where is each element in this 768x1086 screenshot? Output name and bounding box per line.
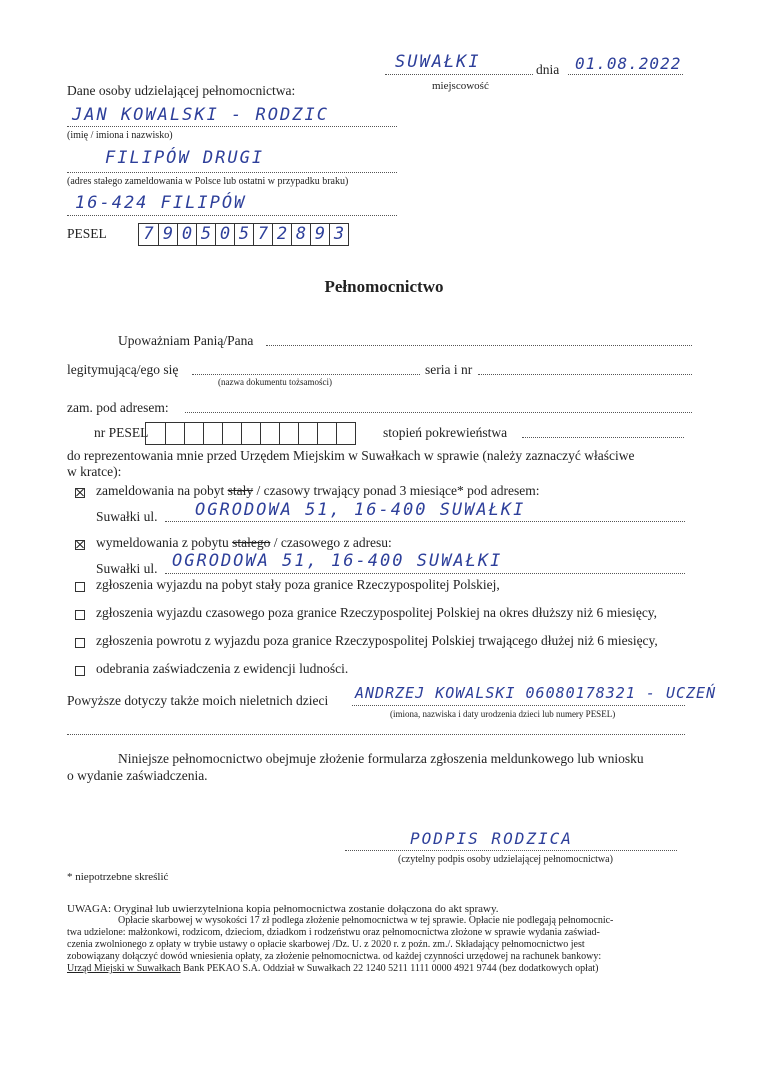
pesel-label-body: nr PESEL — [94, 425, 149, 440]
deregistration-dots — [165, 573, 685, 574]
pesel-digit: 9 — [158, 224, 177, 245]
address-label: (adres stałego zameldowania w Polsce lub ostatni w przypadku braku) — [67, 176, 349, 187]
id-doc-label: legitymującą/ego się — [67, 362, 179, 377]
scope-line2: o wydanie zaświadczenia. — [67, 768, 208, 783]
pesel-empty-boxes[interactable] — [145, 422, 356, 445]
date-value[interactable]: 01.08.2022 — [575, 54, 682, 73]
authorize-field[interactable] — [266, 345, 692, 346]
option-deregistration — [96, 535, 392, 551]
pesel-digit: 8 — [291, 224, 310, 245]
notice-line6 — [67, 963, 599, 974]
notice-line2: Opłacie skarbowej w wysokości 17 zł podlega złożenie pełnomocnictwa w tej sprawie. Opłacie nie podlegają pełnomocnic- — [118, 915, 614, 926]
opt1-strike: stały — [227, 483, 254, 498]
children-dots — [352, 705, 685, 706]
pesel-digit: 5 — [234, 224, 253, 245]
document-title: Pełnomocnictwo — [324, 277, 444, 296]
address-line2[interactable]: 16-424 FILIPÓW — [75, 193, 247, 213]
option-departure-temporary: zgłoszenia wyjazdu czasowego poza granice Rzeczypospolitej Polskiej na okres dłuższy niż 6 miesięcy, — [96, 605, 658, 620]
option-certificate: odebrania zaświadczenia z ewidencji ludności. — [96, 661, 349, 676]
pesel-digit: 7 — [253, 224, 272, 245]
pesel-boxes[interactable] — [138, 223, 349, 246]
pesel-digit: 0 — [215, 224, 234, 245]
notice-line4: czenia zwolnionego z opłaty w trybie ustawy o opłacie skarbowej /Dz. U. z 2020 r. z poźn. zm./. Składający pełnomocnictwo jest — [67, 939, 585, 950]
pesel-digit: 7 — [143, 224, 154, 244]
pesel-cell — [184, 423, 203, 444]
footnote: * niepotrzebne skreślić — [67, 871, 169, 883]
date-prefix: dnia — [536, 62, 560, 77]
pesel-cell — [222, 423, 241, 444]
street-label-2: Suwałki ul. — [96, 561, 158, 576]
children-extra-line[interactable] — [67, 734, 685, 735]
registration-address[interactable]: OGRODOWA 51, 16-400 SUWAŁKI — [195, 500, 526, 520]
street-label-1: Suwałki ul. — [96, 509, 158, 524]
pesel-digit: 9 — [310, 224, 329, 245]
series-field[interactable] — [478, 374, 692, 375]
represent-line1: do reprezentowania mnie przed Urzędem Miejskim w Suwałkach w sprawie (należy zaznaczyć właściwe — [67, 448, 635, 463]
opt1-a: zameldowania na pobyt — [96, 483, 228, 498]
principal-name[interactable]: JAN KOWALSKI - RODZIC — [72, 105, 329, 125]
children-label: Powyższe dotyczy także moich nieletnich dzieci — [67, 693, 329, 708]
opt2-strike: stałego — [232, 535, 271, 550]
scope-line1: Niniejsze pełnomocnictwo obejmuje złożenie formularza zgłoszenia meldunkowego lub wniosku — [118, 751, 644, 766]
address-line1[interactable]: FILIPÓW DRUGI — [105, 148, 265, 168]
pesel-cell — [336, 423, 355, 444]
pesel-digit: 2 — [272, 224, 291, 245]
place-value[interactable]: SUWAŁKI — [395, 52, 481, 72]
registration-dots — [165, 521, 685, 522]
children-value[interactable]: ANDRZEJ KOWALSKI 06080178321 - UCZEŃ — [355, 684, 717, 702]
principal-header: Dane osoby udzielającej pełnomocnictwa: — [67, 83, 296, 98]
checkbox-return[interactable] — [75, 638, 85, 648]
kinship-field[interactable] — [522, 437, 684, 438]
address-field[interactable] — [185, 412, 692, 413]
date-dots — [568, 74, 683, 75]
checkbox-certificate[interactable] — [75, 666, 85, 676]
represent-line2: w kratce): — [67, 464, 122, 479]
authorize-label: Upoważniam Panią/Pana — [118, 333, 254, 348]
pesel-cell — [203, 423, 222, 444]
notice-line1: UWAGA: Oryginał lub uwierzytelniona kopia pełnomocnictwa zostanie dołączona do akt sprawy. — [67, 903, 499, 915]
pesel-digit: 0 — [177, 224, 196, 245]
children-hint: (imiona, nazwiska i daty urodzenia dzieci lub numery PESEL) — [390, 709, 616, 719]
pesel-cell — [146, 423, 165, 444]
notice-office: Urząd Miejski w Suwałkach — [67, 963, 181, 974]
pesel-cell — [298, 423, 317, 444]
name-label: (imię / imiona i nazwisko) — [67, 130, 173, 141]
option-return: zgłoszenia powrotu z wyjazdu poza granice Rzeczypospolitej Polskiej trwającego dłużej niż 6 miesięcy, — [96, 633, 658, 648]
checkbox-deregistration[interactable] — [75, 540, 85, 550]
signature-dots — [345, 850, 677, 851]
name-dots — [67, 126, 397, 127]
place-dots — [385, 74, 533, 75]
notice-line5: zobowiązany dołączyć dowód wniesienia opłaty, za złożenie pełnomocnictwa. od każdej czynności urzędowej na rachunek bankowy: — [67, 951, 602, 962]
id-doc-field[interactable] — [192, 374, 420, 375]
opt2-b: / czasowego z adresu: — [270, 535, 392, 550]
address-label-body: zam. pod adresem: — [67, 400, 169, 415]
address2-dots — [67, 215, 397, 216]
deregistration-address[interactable]: OGRODOWA 51, 16-400 SUWAŁKI — [172, 551, 503, 571]
notice-line3: twa udzielone: małżonkowi, rodzicom, dzieciom, dziadkom i rodzeństwu oraz pełnomocnictwa złożone w sprawie wydania zaświad- — [67, 927, 600, 938]
pesel-cell — [260, 423, 279, 444]
signature-value[interactable]: PODPIS RODZICA — [410, 829, 573, 848]
pesel-label: PESEL — [67, 226, 107, 241]
checkbox-registration[interactable] — [75, 488, 85, 498]
signature-label: (czytelny podpis osoby udzielającej pełnomocnictwa) — [398, 854, 613, 865]
pesel-digit: 5 — [196, 224, 215, 245]
opt2-a: wymeldowania z pobytu — [96, 535, 233, 550]
notice-bank: Bank PEKAO S.A. Oddział w Suwałkach 22 1240 5211 1111 0000 4921 9744 (bez dodatkowych opłat) — [180, 963, 599, 974]
pesel-cell — [317, 423, 336, 444]
address1-dots — [67, 172, 397, 173]
pesel-cell — [279, 423, 298, 444]
id-doc-hint: (nazwa dokumentu tożsamości) — [218, 377, 332, 387]
place-label: miejscowość — [432, 80, 489, 92]
checkbox-departure-permanent[interactable] — [75, 582, 85, 592]
series-label: seria i nr — [425, 362, 473, 377]
pesel-cell — [241, 423, 260, 444]
opt1-b: / czasowy trwający ponad 3 miesiące* pod adresem: — [253, 483, 540, 498]
option-departure-permanent: zgłoszenia wyjazdu na pobyt stały poza granice Rzeczypospolitej Polskiej, — [96, 577, 500, 592]
kinship-label: stopień pokrewieństwa — [383, 425, 508, 440]
pesel-cell — [165, 423, 184, 444]
pesel-digit: 3 — [329, 224, 348, 245]
option-registration — [96, 483, 540, 499]
checkbox-departure-temporary[interactable] — [75, 610, 85, 620]
